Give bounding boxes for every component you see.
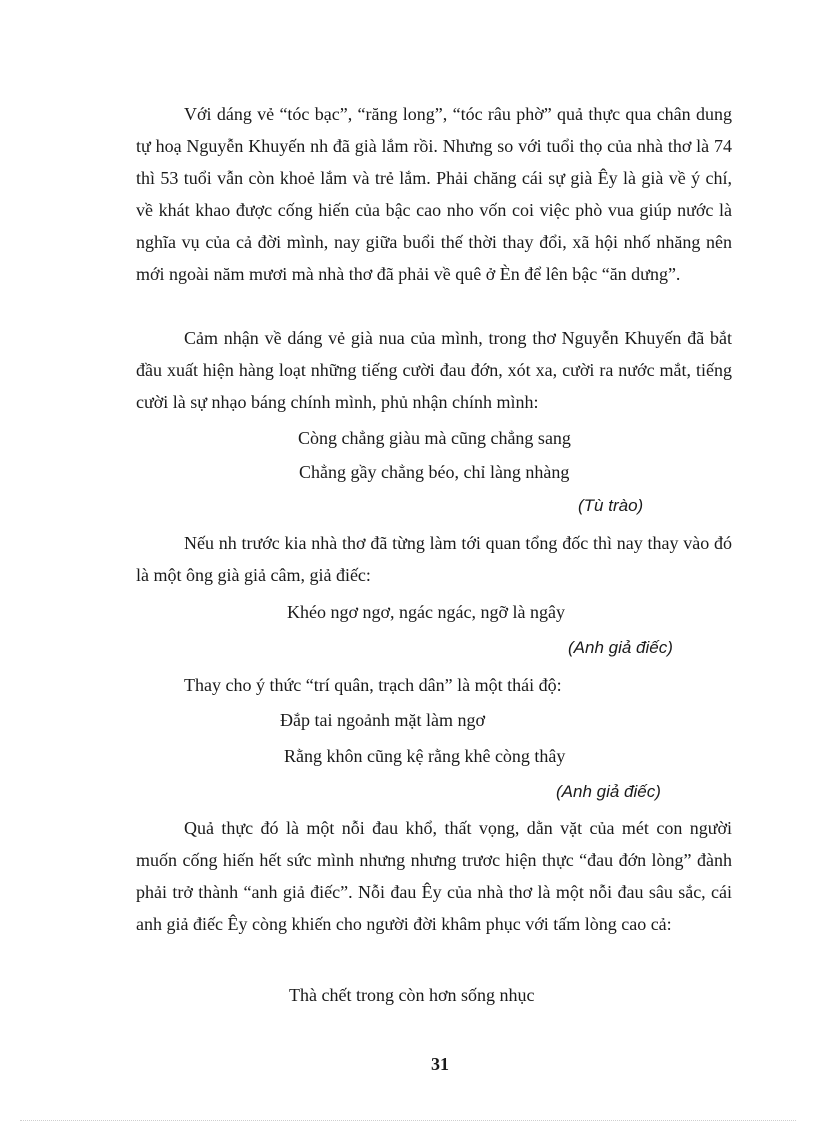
poem-line: Rằng khôn cũng kệ rằng khê còng thây — [284, 746, 566, 766]
citation-open-paren: ( — [568, 638, 574, 657]
paragraph-5: Quả thực đó là một nỗi đau khổ, thất vọng, dằn vặt của mét con người muốn cống hiến hết sức mình nhưng nhưng trươc hiện thực “đau đớn lòng” đành phải trở thành “anh giả điếc”. Nỗi đau Êy của nhà thơ là một nỗi đau sâu sắc, cái anh giả điếc Êy còng khiến cho người đời khâm phục với tấm lòng cao cả: — [136, 818, 732, 934]
paragraph-4: Thay cho ý thức “trí quân, trạch dân” là một thái độ: — [184, 675, 562, 695]
citation-title: Anh giả điếc — [561, 782, 656, 801]
poem-line: Còng chẳng giàu mà cũng chẳng sang — [298, 428, 571, 448]
citation-title: Tù trào — [583, 496, 638, 515]
paragraph-1: Với dáng vẻ “tóc bạc”, “răng long”, “tóc râu phờ” quả thực qua chân dung tự hoạ Nguyễn Khuyến nh đã già lắm rồi. Nhưng so với tuổi thọ của nhà thơ là 74 thì 53 tuổi vẫn còn khoẻ lắm và trẻ lắm. Phải chăng cái sự già Êy là già về ý chí, về khát khao được cống hiến của bậc cao nho vốn coi việc phò vua giúp nước là nghĩa vụ của cả đời mình, nay giữa buổi thế thời thay đổi, xã hội nhố nhăng nên mới ngoài năm mươi mà nhà thơ đã phải về quê ở Èn để lên bậc “ăn dưng”. — [136, 104, 732, 284]
page-bottom-divider — [20, 1120, 796, 1121]
paragraph-2: Cảm nhận về dáng vẻ già nua của mình, trong thơ Nguyễn Khuyến đã bắt đầu xuất hiện hàng loạt những tiếng cười đau đớn, xót xa, cười ra nước mắt, tiếng cười là sự nhạo báng chính mình, phủ nhận chính mình: — [136, 328, 732, 412]
poem-line: Chẳng gầy chẳng béo, chỉ làng nhàng — [299, 462, 570, 482]
paragraph-3: Nếu nh trước kia nhà thơ đã từng làm tới quan tổng đốc thì nay thay vào đó là một ông già giả câm, giả điếc: — [136, 533, 732, 585]
citation-close-paren: ) — [655, 782, 661, 801]
citation-close-paren: ) — [637, 496, 644, 515]
poem-line: Khéo ngơ ngơ, ngác ngác, ngỡ là ngây — [287, 602, 565, 622]
citation-open-paren: ( — [578, 496, 584, 515]
poem-line: Thà chết trong còn hơn sống nhục — [289, 985, 535, 1005]
citation-open-paren: ( — [556, 782, 562, 801]
poem-line: Đắp tai ngoảnh mặt làm ngơ — [280, 710, 485, 730]
source-citation — [568, 636, 673, 660]
page-number: 31 — [431, 1054, 449, 1074]
citation-close-paren: ) — [667, 638, 673, 657]
citation-title: Anh giả điếc — [573, 638, 668, 657]
source-citation — [578, 494, 643, 518]
source-citation — [556, 780, 661, 804]
